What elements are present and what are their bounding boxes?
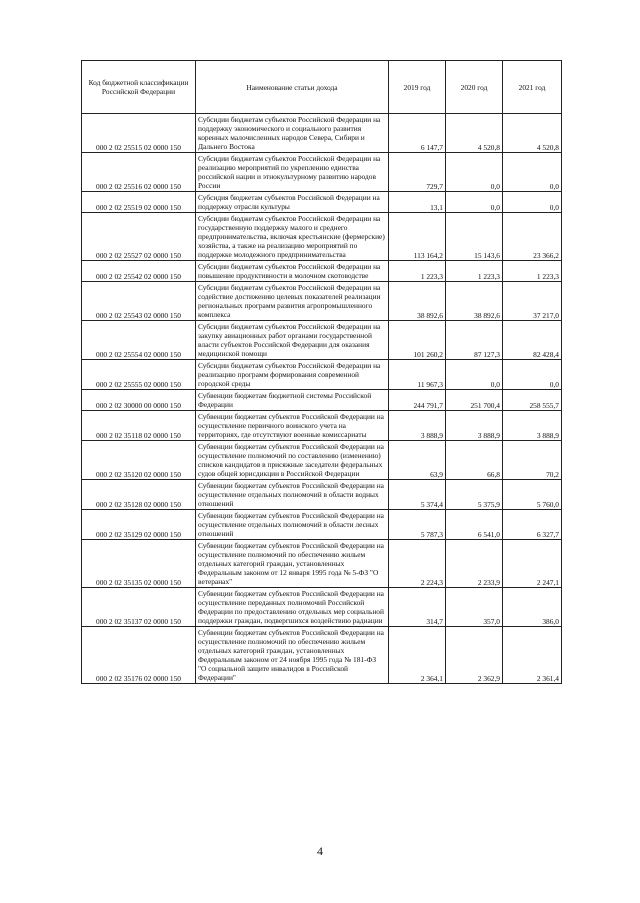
row-name: Субвенции бюджетам субъектов Российской Федерации на осуществление отдельных полномочий в области водных отношений — [196, 480, 389, 510]
row-code: 000 2 02 25527 02 0000 150 — [82, 213, 196, 261]
row-value-2021: 2 247,1 — [503, 540, 562, 588]
table-row — [82, 390, 562, 411]
row-value-2021: 0,0 — [503, 192, 562, 213]
row-code: 000 2 02 25543 02 0000 150 — [82, 282, 196, 321]
row-value-2020: 66,8 — [446, 441, 503, 480]
table-row — [82, 540, 562, 588]
row-code: 000 2 02 35137 02 0000 150 — [82, 588, 196, 627]
row-code: 000 2 02 35129 02 0000 150 — [82, 510, 196, 540]
row-code: 000 2 02 25542 02 0000 150 — [82, 261, 196, 282]
row-value-2020: 15 143,6 — [446, 213, 503, 261]
row-value-2019: 729,7 — [389, 153, 446, 192]
row-code: 000 2 02 25555 02 0000 150 — [82, 360, 196, 390]
row-value-2021: 386,0 — [503, 588, 562, 627]
row-value-2021: 1 223,3 — [503, 261, 562, 282]
row-value-2020: 251 700,4 — [446, 390, 503, 411]
row-value-2019: 3 888,9 — [389, 411, 446, 441]
row-value-2020: 1 223,3 — [446, 261, 503, 282]
row-value-2021: 5 760,0 — [503, 480, 562, 510]
header-2020: 2020 год — [446, 61, 503, 114]
row-name: Субсидии бюджетам субъектов Российской Федерации на реализацию мероприятий по укреплению единства российской нации и этнокультурному развитию народов России — [196, 153, 389, 192]
page-number: 4 — [317, 844, 323, 858]
row-value-2019: 314,7 — [389, 588, 446, 627]
row-name: Субвенции бюджетам субъектов Российской Федерации на осуществление переданных полномочий Российской Федерации по предоставлению отдельных мер социальной поддержки граждан, подвергшихся воздействию радиации — [196, 588, 389, 627]
row-name: Субсидия бюджетам субъектов Российской Федерации на поддержку отрасли культуры — [196, 192, 389, 213]
row-code: 000 2 02 35118 02 0000 150 — [82, 411, 196, 441]
row-value-2021: 23 366,2 — [503, 213, 562, 261]
row-name: Субвенции бюджетам субъектов Российской Федерации на осуществление отдельных полномочий в области лесных отношений — [196, 510, 389, 540]
revenue-table-container — [81, 60, 561, 684]
table-row — [82, 411, 562, 441]
table-row — [82, 114, 562, 153]
row-name: Субвенции бюджетам субъектов Российской Федерации на осуществление полномочий по составлению (изменению) списков кандидатов в присяжные заседатели федеральных судов общей юрисдикции в Российской Федерации — [196, 441, 389, 480]
row-value-2020: 357,0 — [446, 588, 503, 627]
row-code: 000 2 02 35135 02 0000 150 — [82, 540, 196, 588]
row-value-2021: 3 888,9 — [503, 411, 562, 441]
row-value-2021: 70,2 — [503, 441, 562, 480]
row-value-2021: 82 428,4 — [503, 321, 562, 360]
row-value-2019: 2 364,1 — [389, 627, 446, 684]
header-name: Наименование статьи дохода — [196, 61, 389, 114]
row-name: Субвенции бюджетам субъектов Российской Федерации на осуществление полномочий по обеспечению жильем отдельных категорий граждан, установленных Федеральным законом от 12 января 1995 года № 5-ФЗ "О ветеранах" — [196, 540, 389, 588]
row-name: Субсидии бюджетам субъектов Российской Федерации на закупку авиационных работ органами государственной власти субъектов Российской Федерации для оказания медицинской помощи — [196, 321, 389, 360]
row-name: Субвенции бюджетам бюджетной системы Российской Федерации — [196, 390, 389, 411]
table-row — [82, 321, 562, 360]
table-row — [82, 480, 562, 510]
table-row — [82, 213, 562, 261]
row-value-2019: 11 967,3 — [389, 360, 446, 390]
row-value-2020: 87 127,3 — [446, 321, 503, 360]
row-value-2021: 37 217,0 — [503, 282, 562, 321]
row-value-2021: 0,0 — [503, 360, 562, 390]
header-code: Код бюджетной классификации Российской Федерации — [82, 61, 196, 114]
row-value-2020: 0,0 — [446, 360, 503, 390]
row-code: 000 2 02 35128 02 0000 150 — [82, 480, 196, 510]
row-name: Субвенции бюджетам субъектов Российской Федерации на осуществление первичного воинского учета на территориях, где отсутствуют военные комиссариаты — [196, 411, 389, 441]
row-code: 000 2 02 35120 02 0000 150 — [82, 441, 196, 480]
row-value-2020: 2 233,9 — [446, 540, 503, 588]
table-row — [82, 282, 562, 321]
table-row — [82, 510, 562, 540]
row-code: 000 2 02 30000 00 0000 150 — [82, 390, 196, 411]
row-value-2020: 2 362,9 — [446, 627, 503, 684]
row-value-2019: 2 224,3 — [389, 540, 446, 588]
table-row — [82, 261, 562, 282]
row-code: 000 2 02 25516 02 0000 150 — [82, 153, 196, 192]
row-name: Субсидии бюджетам субъектов Российской Федерации на реализацию программ формирования современной городской среды — [196, 360, 389, 390]
row-value-2021: 6 327,7 — [503, 510, 562, 540]
table-row — [82, 192, 562, 213]
row-value-2021: 0,0 — [503, 153, 562, 192]
row-value-2021: 258 555,7 — [503, 390, 562, 411]
row-value-2019: 63,9 — [389, 441, 446, 480]
row-value-2019: 101 260,2 — [389, 321, 446, 360]
row-value-2020: 3 888,9 — [446, 411, 503, 441]
row-name: Субвенции бюджетам субъектов Российской Федерации на осуществление полномочий по обеспечению жильем отдельных категорий граждан, установленных Федеральным законом от 24 ноября 1995 года № 181-ФЗ "О социальной защите инвалидов в Российской Федерации" — [196, 627, 389, 684]
row-value-2020: 4 520,8 — [446, 114, 503, 153]
table-row — [82, 360, 562, 390]
row-value-2019: 113 164,2 — [389, 213, 446, 261]
row-value-2020: 5 375,9 — [446, 480, 503, 510]
row-value-2020: 0,0 — [446, 192, 503, 213]
row-name: Субсидии бюджетам субъектов Российской Федерации на государственную поддержку малого и среднего предпринимательства, включая крестьянские (фермерские) хозяйства, а также на реализацию мероприятий по поддержке молодежного предпринимательства — [196, 213, 389, 261]
table-row — [82, 441, 562, 480]
revenue-table — [81, 60, 562, 684]
row-code: 000 2 02 25515 02 0000 150 — [82, 114, 196, 153]
row-value-2019: 6 147,7 — [389, 114, 446, 153]
row-value-2021: 2 361,4 — [503, 627, 562, 684]
row-value-2019: 5 787,3 — [389, 510, 446, 540]
row-value-2019: 244 791,7 — [389, 390, 446, 411]
row-value-2019: 1 223,3 — [389, 261, 446, 282]
row-value-2020: 6 541,0 — [446, 510, 503, 540]
row-code: 000 2 02 35176 02 0000 150 — [82, 627, 196, 684]
row-value-2020: 38 892,6 — [446, 282, 503, 321]
row-code: 000 2 02 25519 02 0000 150 — [82, 192, 196, 213]
row-value-2019: 5 374,4 — [389, 480, 446, 510]
row-name: Субсидии бюджетам субъектов Российской Федерации на содействие достижению целевых показателей реализации региональных программ развития агропромышленного комплекса — [196, 282, 389, 321]
table-row — [82, 588, 562, 627]
row-value-2019: 13,1 — [389, 192, 446, 213]
row-value-2020: 0,0 — [446, 153, 503, 192]
header-2019: 2019 год — [389, 61, 446, 114]
row-code: 000 2 02 25554 02 0000 150 — [82, 321, 196, 360]
row-name: Субсидии бюджетам субъектов Российской Федерации на поддержку экономического и социального развития коренных малочисленных народов Севера, Сибири и Дальнего Востока — [196, 114, 389, 153]
table-row — [82, 627, 562, 684]
table-header-row — [82, 61, 562, 114]
header-2021: 2021 год — [503, 61, 562, 114]
row-value-2021: 4 520,8 — [503, 114, 562, 153]
row-value-2019: 38 892,6 — [389, 282, 446, 321]
row-name: Субсидии бюджетам субъектов Российской Федерации на повышение продуктивности в молочном скотоводстве — [196, 261, 389, 282]
table-row — [82, 153, 562, 192]
